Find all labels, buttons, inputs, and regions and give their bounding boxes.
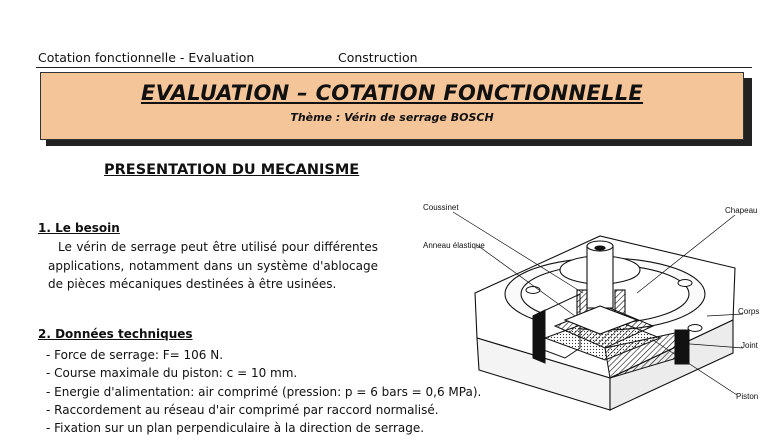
header-divider bbox=[36, 67, 752, 68]
header-center-text: Construction bbox=[338, 50, 418, 65]
header-left-text: Cotation fonctionnelle - Evaluation bbox=[38, 50, 255, 65]
title-box bbox=[40, 72, 744, 140]
cylinder-cutaway-drawing bbox=[415, 198, 770, 413]
list-item: - Raccordement au réseau d'air comprimé par raccord normalisé. bbox=[46, 402, 439, 417]
label-joint: Joint bbox=[741, 341, 758, 350]
donnees-heading: 2. Données techniques bbox=[38, 327, 193, 341]
section-title: PRESENTATION DU MECANISME bbox=[104, 162, 360, 178]
list-item: - Energie d'alimentation: air comprimé (pression: p = 6 bars = 0,6 MPa). bbox=[46, 384, 482, 399]
document-theme: Thème : Vérin de serrage BOSCH bbox=[290, 111, 494, 124]
label-coussinet: Coussinet bbox=[423, 203, 459, 212]
besoin-heading: 1. Le besoin bbox=[38, 221, 120, 235]
besoin-paragraph: Le vérin de serrage peut être utilisé pour différentes applications, notamment dans un système d'ablocage de pièces mécaniques destinées à être usinées. bbox=[48, 240, 378, 291]
list-item: - Fixation sur un plan perpendiculaire à la direction de serrage. bbox=[46, 421, 425, 436]
list-item: - Force de serrage: F= 106 N. bbox=[46, 348, 224, 362]
label-corps: Corps bbox=[738, 307, 760, 316]
label-anneau: Anneau élastique bbox=[423, 241, 485, 250]
list-item: - Course maximale du piston: c = 10 mm. bbox=[46, 366, 298, 381]
label-piston: Piston bbox=[736, 392, 759, 401]
label-chapeau: Chapeau bbox=[725, 206, 758, 215]
document-title: EVALUATION – COTATION FONCTIONNELLE bbox=[140, 81, 644, 105]
